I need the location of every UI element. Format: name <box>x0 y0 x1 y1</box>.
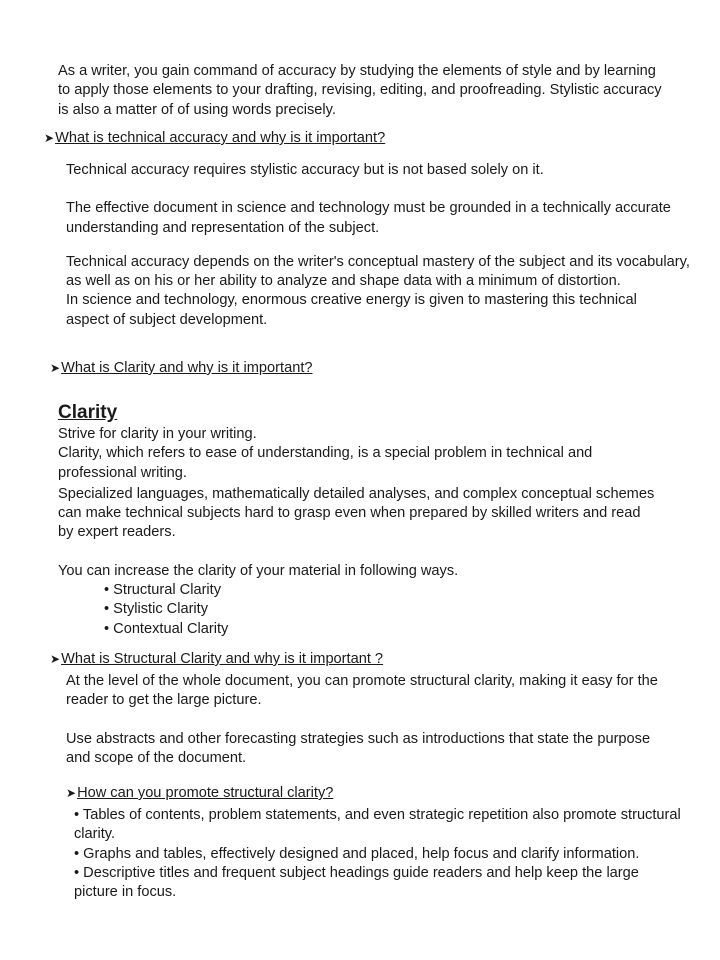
question-promote-structural-clarity <box>66 784 333 803</box>
list-item: • Structural Clarity <box>104 582 222 599</box>
question-text: What is Clarity and why is it important? <box>61 360 313 376</box>
question-technical-accuracy <box>44 129 385 148</box>
list-item: • Contextual Clarity <box>104 620 229 637</box>
intro-text: As a writer, you gain command of accuracy by studying the elements of style and by learning to apply those elements to your drafting, revising, editing, and proofreading. Stylistic accuracy is also a matter of of using words precisely. <box>58 63 662 118</box>
list-item: • Tables of contents, problem statements, and even strategic repetition also promote structural clarity. <box>74 807 681 843</box>
clarity-para-1: Strive for clarity in your writing. <box>58 426 257 442</box>
structural-para-1: At the level of the whole document, you can promote structural clarity, making it easy for the reader to get the large picture. <box>66 673 658 709</box>
list-item: • Graphs and tables, effectively designed and placed, help focus and clarify information. <box>74 845 640 862</box>
clarity-para-4: You can increase the clarity of your material in following ways. <box>58 562 459 579</box>
structural-clarity-section <box>66 672 676 768</box>
structural-para-2: Use abstracts and other forecasting strategies such as introductions that state the purpose and scope of the document. <box>66 730 651 766</box>
clarity-para-3: Specialized languages, mathematically detailed analyses, and complex conceptual schemes can make technical subjects hard to grasp even when prepared by skilled writers and read by expert readers. <box>58 485 655 541</box>
arrow-bullet-icon: ➤ <box>44 131 55 145</box>
intro-paragraph <box>58 62 668 120</box>
technical-accuracy-section <box>66 161 696 330</box>
clarity-ways-list <box>104 581 658 639</box>
question-clarity <box>50 359 312 378</box>
tech-para-4: In science and technology, enormous creative energy is given to mastering this technical aspect of subject development. <box>66 292 637 328</box>
clarity-heading: Clarity <box>58 402 118 423</box>
question-text: How can you promote structural clarity? <box>77 785 334 801</box>
arrow-bullet-icon: ➤ <box>66 786 77 800</box>
tech-para-1: Technical accuracy requires stylistic accuracy but is not based solely on it. <box>66 162 544 178</box>
arrow-bullet-icon: ➤ <box>50 361 61 375</box>
list-item: • Stylistic Clarity <box>104 601 209 618</box>
clarity-para-2: Clarity, which refers to ease of understanding, is a special problem in technical and professional writing. <box>58 445 593 481</box>
promote-list <box>74 806 684 902</box>
tech-para-2: The effective document in science and technology must be grounded in a technically accurate understanding and representation of the subject. <box>66 200 671 236</box>
question-text: What is technical accuracy and why is it important? <box>55 130 386 146</box>
question-structural-clarity <box>50 650 383 669</box>
clarity-section <box>58 425 658 639</box>
arrow-bullet-icon: ➤ <box>50 652 61 666</box>
question-text: What is Structural Clarity and why is it important ? <box>61 651 384 667</box>
tech-para-3: Technical accuracy depends on the writer's conceptual mastery of the subject and its vocabulary, as well as on his or her ability to analyze and shape data with a minimum of distortion. <box>66 253 690 290</box>
list-item: • Descriptive titles and frequent subject headings guide readers and help keep the large picture in focus. <box>74 864 639 901</box>
